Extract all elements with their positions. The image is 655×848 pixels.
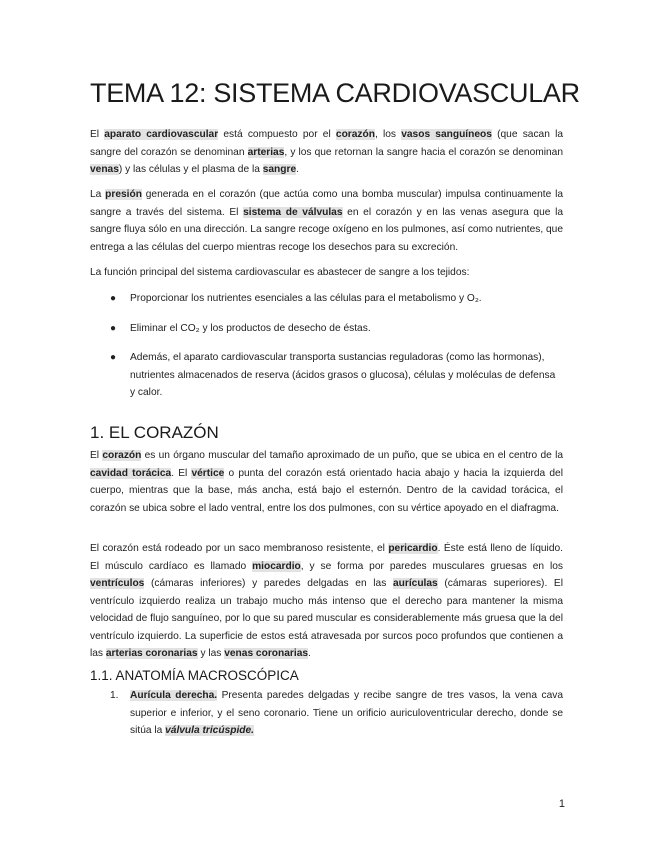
intro-paragraph-2: La presión generada en el corazón (que actúa como una bomba muscular) impulsa continuamente la sangre a través del sistema. El sistema de válvulas en el corazón y en las venas asegura que la sangre fluya sólo en una dirección. La sangre recoge oxígeno en los pulmones, así como nutrientes, que entrega a las células del cuerpo mientras recoge los desechos para su excreción. [90,189,563,253]
page-number: 1 [558,798,565,810]
subsection-heading-anatomia: 1.1. ANATOMÍA MACROSCÓPICA [90,668,299,683]
term-venas-coronarias: venas coronarias [224,648,309,659]
list-item: ● Eliminar el CO₂ y los productos de desecho de éstas. [90,320,563,338]
term-ventriculos: ventrículos [90,578,145,589]
term-vertice: vértice [191,467,225,479]
anatomy-list-item: 1. Aurícula derecha. Presenta paredes delgadas y recibe sangre de tres vasos, la vena cava superior e inferior, y el seno coronario. Tiene un orificio auriculoventricular derecho, donde se sitúa la válvula tricúspide. [90,687,563,740]
term-venas: venas [90,164,119,175]
list-item: ● Además, el aparato cardiovascular transporta sustancias reguladoras (como las hormonas), nutrientes almacenados de reserva (ácidos grasos o glucosa), células y moléculas de defensa y calor. [90,349,563,402]
term-pericardio: pericardio [388,543,438,554]
term-auriculas: aurículas [392,578,438,589]
page-title: TEMA 12: SISTEMA CARDIOVASCULAR [90,78,580,108]
function-list [90,290,563,402]
bullet-icon: ● [110,293,117,304]
list-number: 1. [110,690,119,701]
term-arterias-coronarias: arterias coronarias [105,648,198,659]
term-corazon: corazón [102,450,142,461]
corazon-paragraph-1: El corazón es un órgano muscular del tamaño aproximado de un puño, que se ubica en el centro de la cavidad torácica. El vértice o punta del corazón está orientado hacia abajo y hacia la izquierda del cuerpo, mientras que la base, más ancha, está bajo el esternón. Dentro de la cavidad torácica, el corazón se ubica sobre el lado ventral, entre los dos pulmones, con su vértice apoyado en el diafragma. [90,450,563,514]
term-cavidad-toracica: cavidad torácica [90,467,172,479]
term-miocardio: miocardio [252,560,301,572]
term-aparato-cardiovascular: aparato cardiovascular [104,129,219,140]
term-vasos-sanguineos: vasos sanguíneos [401,129,492,140]
term-auricula-derecha: Aurícula derecha. [130,690,218,701]
term-corazon: corazón [335,129,375,140]
term-presion: presión [105,189,142,200]
term-sistema-valvulas: sistema de válvulas [243,206,343,218]
section-heading-corazon: 1. EL CORAZÓN [90,423,219,442]
term-sangre: sangre [262,164,297,175]
intro-paragraph-3: La función principal del sistema cardiovascular es abastecer de sangre a los tejidos: [90,267,470,278]
bullet-icon: ● [110,352,117,363]
bullet-icon: ● [110,322,117,334]
list-item: ● Proporcionar los nutrientes esenciales a las células para el metabolismo y O₂. [90,290,563,308]
term-arterias: arterias [247,146,285,158]
intro-paragraph-1: El aparato cardiovascular está compuesto por el corazón, los vasos sanguíneos (que sacan la sangre del corazón se denominan arterias, y los que retornan la sangre hacia el corazón se denominan venas) y las células y el plasma de la sangre. [90,129,564,175]
corazon-paragraph-2: El corazón está rodeado por un saco membranoso resistente, el pericardio. Éste está lleno de líquido. El músculo cardíaco es llamado miocardio, y se forma por paredes musculares gruesas en los ventrículos (cámaras inferiores) y paredes delgadas en las aurículas (cámaras superiores). El ventrículo izquierdo realiza un trabajo mucho más intenso que el derecho para mantener la misma velocidad de flujo sanguíneo, por lo que su pared muscular es considerablemente más gruesa que la del ventrículo izquierdo. La superficie de estos está atravesada por surcos poco profundos que contienen a las arterias coronarias y las venas coronarias. [90,543,563,659]
term-valvula-tricuspide: válvula tricúspide. [165,725,255,736]
